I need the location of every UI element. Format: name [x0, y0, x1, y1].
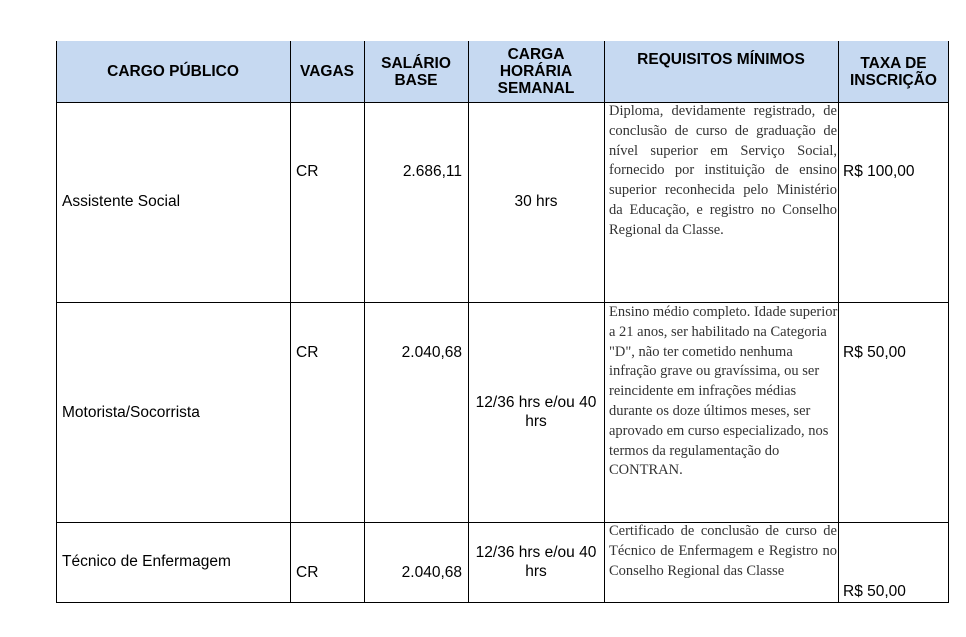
- header-cargo: CARGO PÚBLICO: [107, 63, 239, 80]
- grid-line: [948, 41, 949, 603]
- cell-vagas: CR: [296, 564, 319, 581]
- cell-vagas: CR: [296, 163, 319, 180]
- cell-cargo: Motorista/Socorrista: [62, 404, 200, 421]
- grid-line: [56, 302, 949, 303]
- grid-line: [56, 102, 949, 103]
- cell-vagas: CR: [296, 344, 319, 361]
- grid-line: [838, 41, 839, 603]
- cell-taxa: R$ 50,00: [843, 344, 906, 361]
- grid-line: [56, 522, 949, 523]
- cell-salario: 2.040,68: [401, 344, 462, 361]
- cell-carga: 12/36 hrs e/ou 40 hrs: [475, 394, 597, 430]
- requisitos-text: Diploma, devidamente registrado, de conclusão de curso de graduação de nível superior em Serviço Social, fornecido por instituição de ensino superior reconhecida pelo Ministério da Educação, e registro no Conselho Regional da Classe.: [609, 103, 837, 238]
- cell-requisitos: [609, 522, 837, 581]
- header-salario: SALÁRIO BASE: [381, 54, 451, 89]
- grid-line: [56, 602, 949, 603]
- grid-line: [604, 41, 605, 603]
- header-carga: CARGA HORÁRIA SEMANAL: [497, 46, 575, 97]
- cell-cargo: Assistente Social: [62, 193, 181, 210]
- vacancy-table: [56, 41, 949, 603]
- cell-taxa: R$ 50,00: [843, 583, 906, 600]
- cell-salario: 2.040,68: [401, 564, 462, 581]
- cell-carga: 12/36 hrs e/ou 40 hrs: [475, 544, 597, 580]
- cell-requisitos: [609, 102, 837, 241]
- cell-taxa: R$ 100,00: [843, 163, 915, 180]
- header-vagas: VAGAS: [300, 63, 354, 80]
- grid-line: [56, 41, 57, 603]
- cell-carga: 30 hrs: [514, 193, 558, 210]
- grid-line: [468, 41, 469, 603]
- grid-line: [364, 41, 365, 603]
- grid-line: [290, 41, 291, 603]
- cell-salario: 2.686,11: [402, 163, 462, 180]
- header-requisitos: REQUISITOS MÍNIMOS: [637, 51, 805, 68]
- requisitos-text: Certificado de conclusão de curso de Técnico de Enfermagem e Registro no Conselho Regional das Classe: [609, 523, 837, 579]
- cell-cargo: Técnico de Enfermagem: [62, 553, 231, 570]
- cell-requisitos: Ensino médio completo. Idade superior a 21 anos, ser habilitado na Categoria "D", não ter cometido nenhuma infração grave ou gravíssima, ou ser reincidente em infrações médias durante os doze últimos meses, ser aprovado em curso especializado, nos termos da regulamentação do CONTRAN.: [609, 304, 838, 479]
- header-taxa: TAXA DE INSCRIÇÃO: [850, 54, 937, 89]
